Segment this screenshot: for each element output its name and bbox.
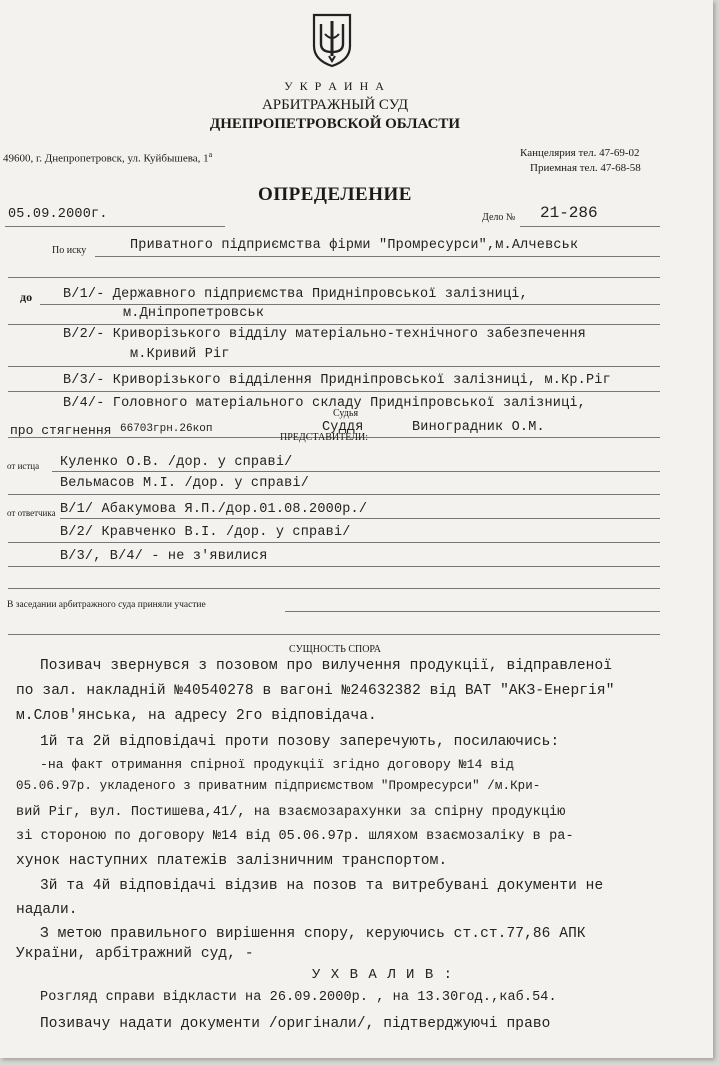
court-address-sup: а <box>208 150 213 159</box>
essence-line-4: 1й та 2й відповідачі проти позову заперечують, посилаючись: <box>40 734 560 750</box>
defendant-line-6: В/4/- Головного матеріального складу Придніпровської залізниці, <box>63 396 586 411</box>
defendant-line-1 <box>60 518 660 519</box>
date-line <box>5 226 225 227</box>
case-line <box>520 226 660 227</box>
essence-line-6: 05.06.97р. укладеного з приватним підприємством "Промресурси" /м.Кри- <box>16 779 541 793</box>
reception-phone: Приемная тел. 47-68-58 <box>530 162 641 174</box>
country-name: У К Р А И Н А <box>284 79 386 93</box>
document-date: 05.09.2000г. <box>8 207 108 222</box>
claim-value: Приватного підприємства фірми "Промресурси",м.Алчевськ <box>130 238 579 253</box>
essence-line-1: Позивач звернувся з позовом про вилучення продукції, відправленої <box>40 658 613 674</box>
defendant-line-3 <box>8 566 660 567</box>
trident-emblem-icon <box>311 12 353 68</box>
judge-label: Суддя <box>322 420 364 435</box>
plaintiff-label: от истца <box>7 461 40 471</box>
defendant-line-1: В/1/- Державного підприємства Придніпровської залізниці, <box>63 287 528 302</box>
essence-line-9: хунок наступних платежів залізничним транспортом. <box>16 853 448 869</box>
defendants-line-3 <box>8 366 660 367</box>
essence-line-10: 3й та 4й відповідачі відзив на позов та витребувані документи не <box>40 878 604 894</box>
essence-line-5: -на факт отримання спірної продукції згідно договору №14 від <box>40 757 515 772</box>
essence-line-12: З метою правильного вирішення спору, керуючись ст.ст.77,86 АПК <box>40 926 586 942</box>
court-name: АРБИТРАЖНЫЙ СУД <box>261 97 409 113</box>
defendant-line-2: м.Дніпропетровськ <box>123 306 265 321</box>
judge-label-printed: Судья <box>333 408 359 419</box>
ruling-line-2: Позивачу надати документи /оригінали/, підтверджуючі право <box>40 1016 551 1032</box>
essence-line-8: зі стороною по договору №14 від 05.06.97р. шляхом взаємозаліку в ра- <box>16 829 574 844</box>
ruling-heading: У Х В А Л И В : <box>312 967 454 983</box>
ruling-line-1: Розгляд справи відкласти на 26.09.2000р. , на 13.30год.,каб.54. <box>40 990 557 1005</box>
claim-label: По иску <box>52 245 87 256</box>
essence-line-2: по зал. накладній №40540278 в вагоні №24632382 від ВАТ "АКЗ-Енергія" <box>16 683 615 699</box>
essence-line-13: України, арбітражний суд, - <box>16 946 254 962</box>
plaintiff-line-2 <box>8 494 660 495</box>
subject-value: 66703грн.26коп <box>120 423 213 435</box>
claim-line-1 <box>95 256 660 257</box>
defendant-line-2 <box>8 542 660 543</box>
office-phone: Канцелярия тел. 47-69-02 <box>520 147 640 159</box>
court-address <box>3 150 212 165</box>
representatives-heading: ПРЕДСТАВИТЕЛИ: <box>280 432 368 443</box>
participants-line-2 <box>8 634 660 635</box>
plaintiff-rep-1: Куленко О.В. /дор. у справі/ <box>60 455 293 470</box>
document-title: ОПРЕДЕЛЕНИЕ <box>258 184 412 205</box>
defendants-line-2 <box>8 324 660 325</box>
defendant-line-4: м.Кривий Ріг <box>130 347 230 362</box>
case-number: 21-286 <box>540 204 598 222</box>
defendant-rep-2: В/2/ Кравченко В.І. /дор. у справі/ <box>60 525 351 540</box>
defendant-rep-3: В/3/, В/4/ - не з'явилися <box>60 549 268 564</box>
essence-line-11: надали. <box>16 902 78 918</box>
defendants-line-4 <box>8 391 660 392</box>
blank-line-1 <box>8 588 660 589</box>
essence-line-7: вий Ріг, вул. Постишева,41/, на взаємозарахунки за спірну продукцію <box>16 805 566 820</box>
defendant-rep-1: В/1/ Абакумова Я.П./дор.01.08.2000р./ <box>60 502 368 517</box>
participants-line-1 <box>285 611 660 612</box>
judge-name: Виноградник О.М. <box>412 420 545 435</box>
essence-line-3: м.Слов'янська, на адресу 2го відповідача. <box>16 708 377 724</box>
defendants-label: до <box>20 290 33 304</box>
court-address-text: 49600, г. Днепропетровск, ул. Куйбышева, 1 <box>3 152 209 165</box>
court-region: ДНЕПРОПЕТРОВСКОЙ ОБЛАСТИ <box>209 116 461 132</box>
case-label: Дело № <box>482 212 516 223</box>
plaintiff-line-1 <box>52 471 660 472</box>
plaintiff-rep-2: Вельмасов М.І. /дор. у справі/ <box>60 476 310 491</box>
defendant-line-3: В/2/- Криворізького відділу матеріально-технічного забезпечення <box>63 327 586 342</box>
subject-label: про стягнення <box>10 423 112 438</box>
claim-line-2 <box>8 277 660 278</box>
participants-label: В заседании арбитражного суда приняли участие <box>7 600 206 610</box>
defendant-line-5: В/3/- Криворізького відділення Придніпровської залізниці, м.Кр.Ріг <box>63 373 611 388</box>
essence-heading: СУЩНОСТЬ СПОРА <box>289 644 381 655</box>
defendants-line-1 <box>40 304 660 305</box>
defendant-label: от ответчика <box>7 508 56 518</box>
